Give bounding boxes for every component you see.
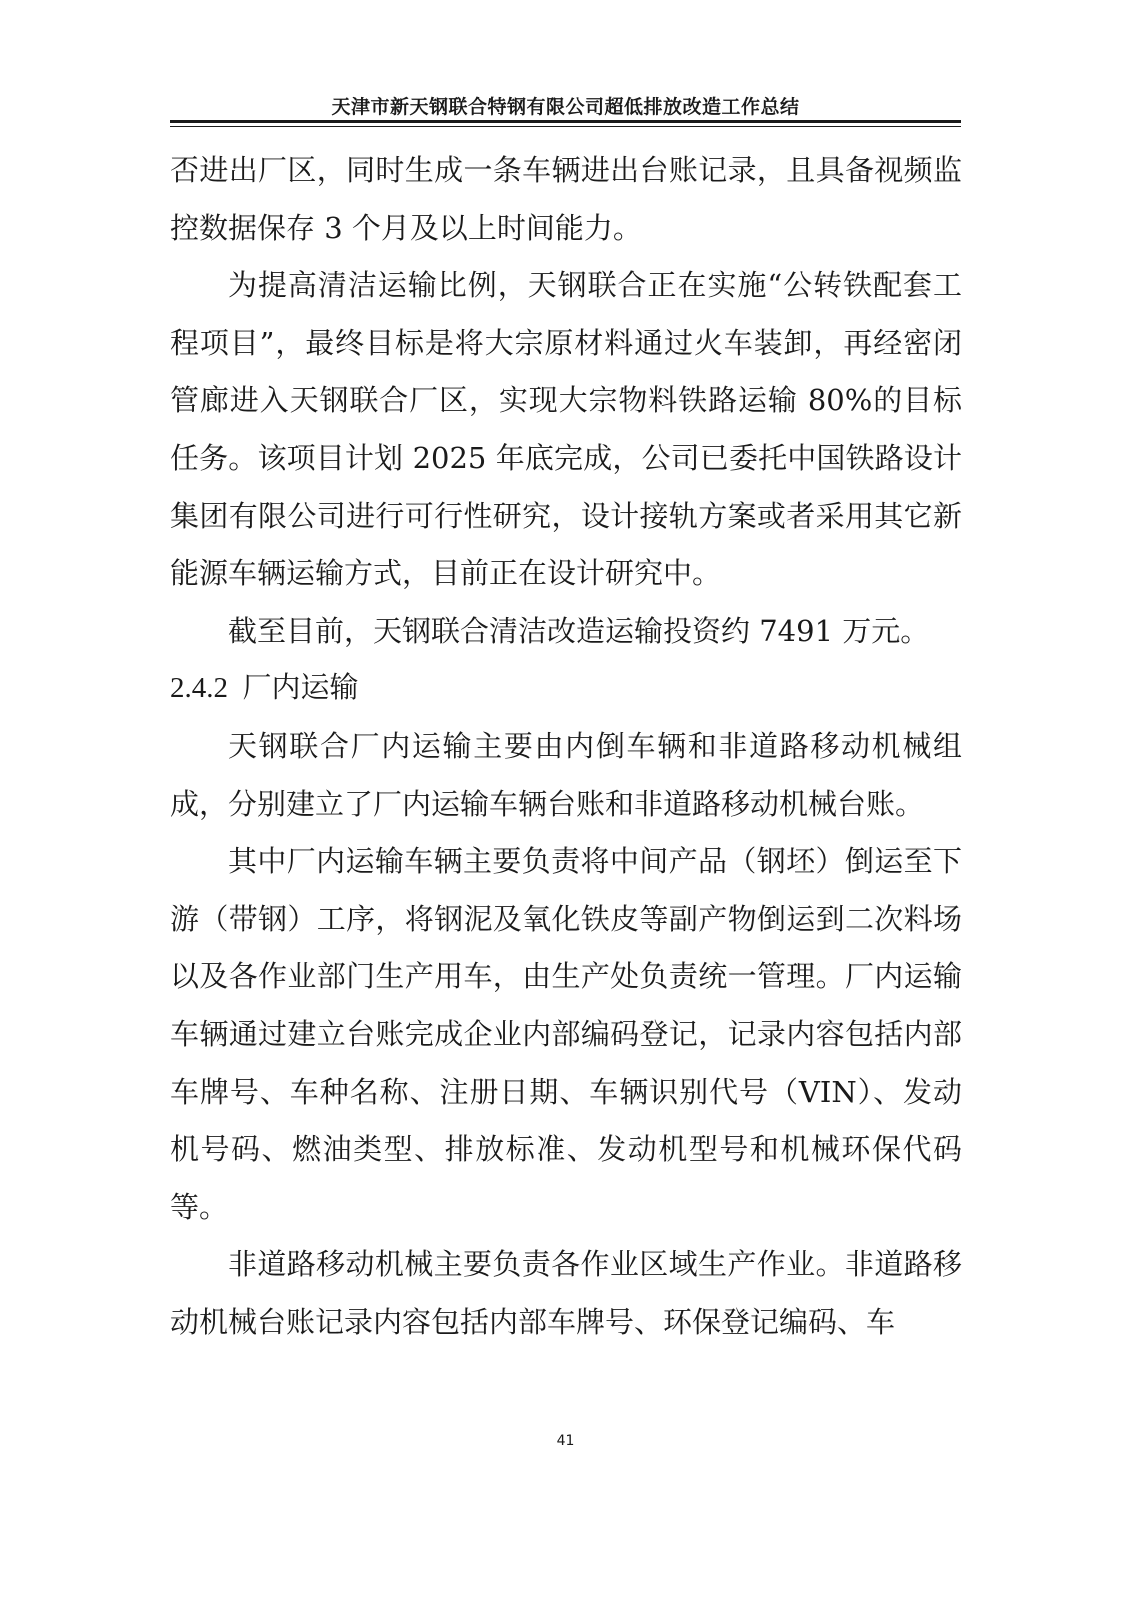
section-heading [170,660,962,718]
paragraph-investment: 截至目前，天钢联合清洁改造运输投资约 7491 万元。 [228,613,930,648]
page-number: 41 [556,1433,575,1449]
header-rule-thin [170,126,961,127]
paragraph-in-plant-overview: 天钢联合厂内运输主要由内倒车辆和非道路移动机械组成，分别建立了厂内运输车辆台账和非道路移动机械台账。 [170,728,962,821]
header-rule-thick [170,120,961,123]
document-body [170,142,962,1351]
paragraph-non-road-machinery: 非道路移动机械主要负责各作业区域生产作业。非道路移动机械台账记录内容包括内部车牌号、环保登记编码、车 [170,1247,962,1339]
paragraph-continuation: 否进出厂区，同时生成一条车辆进出台账记录，且具备视频监控数据保存 3 个月及以上时间能力。 [170,153,962,245]
page-header-title: 天津市新天钢联合特钢有限公司超低排放改造工作总结 [331,96,800,118]
paragraph-rail-transport: 为提高清洁运输比例，天钢联合正在实施“公转铁配套工程项目”，最终目标是将大宗原材料通过火车装卸，再经密闭管廊进入天钢联合厂区，实现大宗物料铁路运输 80%的目标任务。该项目计划 2025 年底完成，公司已委托中国铁路设计集团有限公司进行可行性研究，设计接轨方案或者采用其它新能源车辆运输方式，目前正在设计研究中。 [170,268,962,591]
section-number: 2.4.2 [170,672,228,705]
paragraph-in-plant-vehicles: 其中厂内运输车辆主要负责将中间产品（钢坯）倒运至下游（带钢）工序，将钢泥及氧化铁皮等副产物倒运到二次料场以及各作业部门生产用车，由生产处负责统一管理。厂内运输车辆通过建立台账完成企业内部编码登记，记录内容包括内部车牌号、车种名称、注册日期、车辆识别代号（VIN）、发动机号码、燃油类型、排放标准、发动机型号和机械环保代码等。 [170,844,962,1224]
section-title: 厂内运输 [242,672,359,705]
